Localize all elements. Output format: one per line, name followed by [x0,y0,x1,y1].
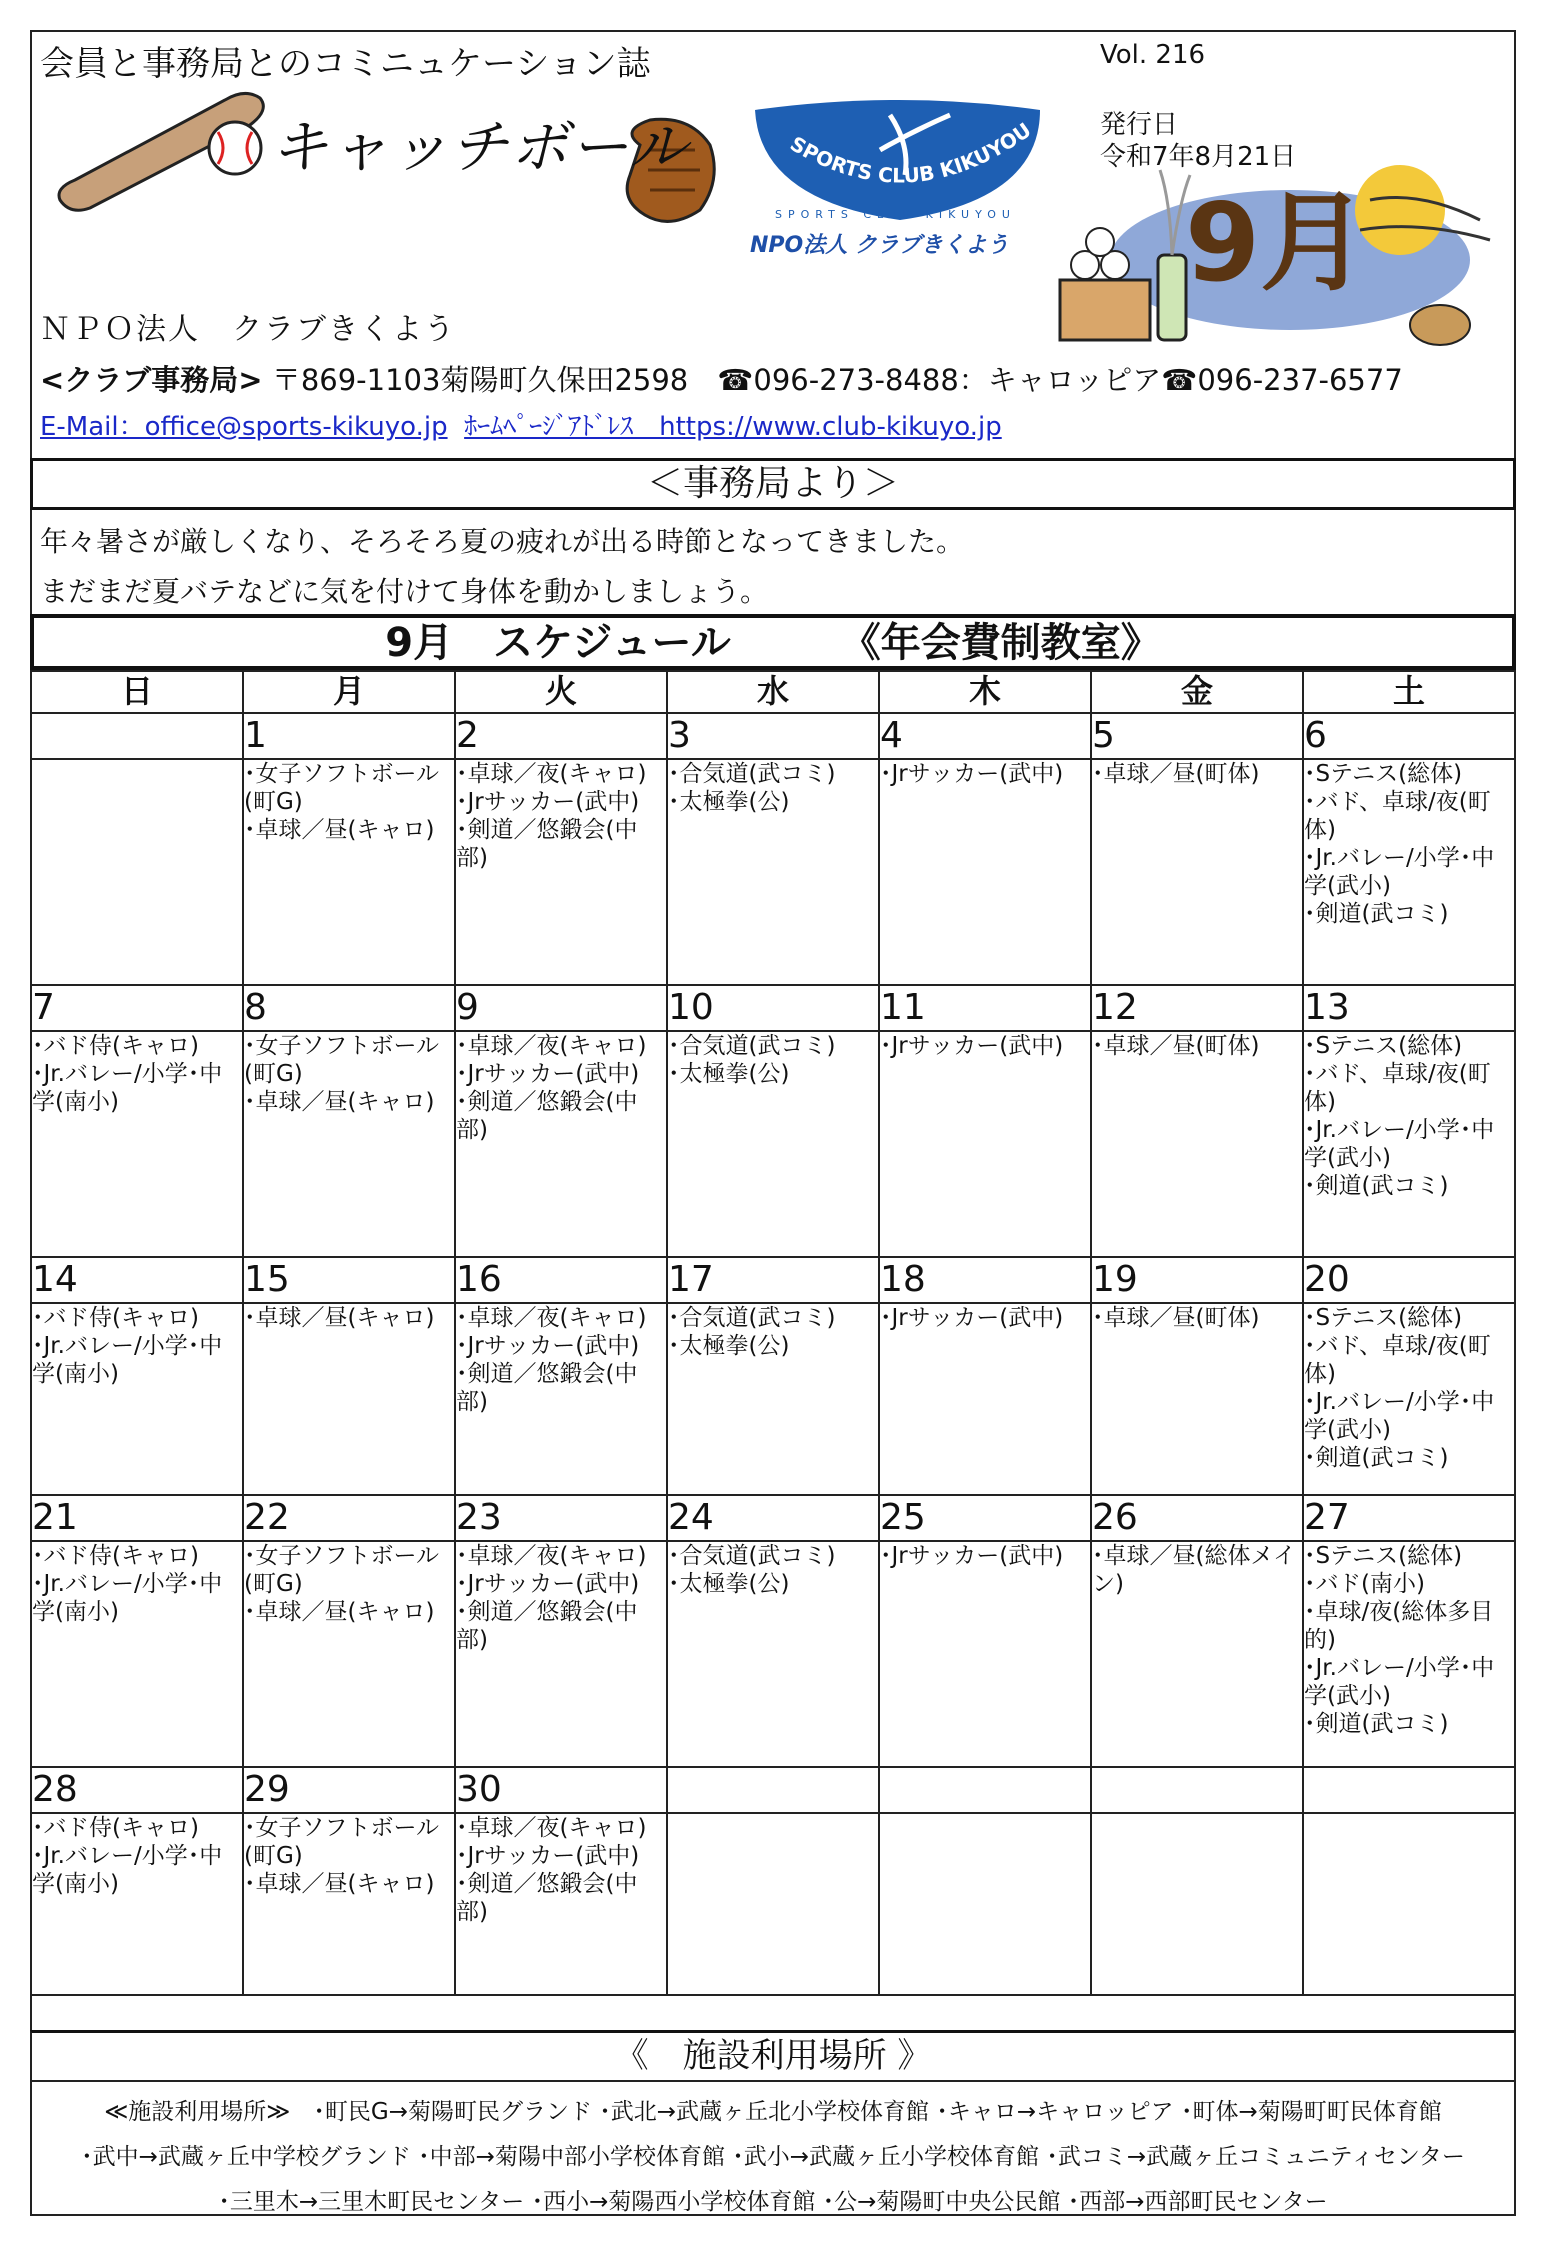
events-cell [667,1813,879,1995]
date-cell: 10 [667,985,879,1031]
events-cell [1091,1813,1303,1995]
date-cell: 21 [31,1495,243,1541]
weekday-thu: 木 [879,671,1091,713]
events-cell: ･女子ソフトボール(町G) ･卓球／昼(キャロ) [243,1031,455,1257]
weekday-sat: 土 [1303,671,1515,713]
date-cell: 1 [243,713,455,759]
email-link[interactable]: E-Mail：office@sports-kikuyo.jp [40,412,448,442]
weekday-fri: 金 [1091,671,1303,713]
office-address-line [40,358,1403,399]
week-3-dates [31,1257,1515,1303]
date-cell: 12 [1091,985,1303,1031]
weekday-tue: 火 [455,671,667,713]
events-cell: ･卓球／夜(キャロ) ･Jrサッカー(武中) ･剣道／悠鍛会(中部) [455,1813,667,1995]
week-2-events [31,1031,1515,1257]
date-cell: 5 [1091,713,1303,759]
events-cell: ･合気道(武コミ) ･太極拳(公) [667,1541,879,1767]
date-cell [1303,1767,1515,1813]
date-cell: 2 [455,713,667,759]
facility-list-line-3: ･三里木→三里木町民センター ･西小→菊陽西小学校体育館 ･公→菊陽町中央公民館 ･西部→西部町民センター [218,2189,1328,2215]
date-cell: 26 [1091,1495,1303,1541]
events-cell: ･Sテニス(総体) ･バド、卓球/夜(町体) ･Jr.バレー/小学･中学(武小) ･剣道(武コミ) [1303,1303,1515,1495]
date-cell: 20 [1303,1257,1515,1303]
events-cell: ･卓球／昼(キャロ) [243,1303,455,1495]
date-cell [879,1767,1091,1813]
events-cell [879,1813,1091,1995]
date-cell: 25 [879,1495,1091,1541]
office-message-1: 年々暑さが厳しくなり、そろそろ夏の疲れが出る時節となってきました。 [40,525,965,558]
week-1-dates [31,713,1515,759]
contact-line [40,406,1002,443]
newsletter-subtitle: 会員と事務局とのコミニュケーション誌 [40,44,651,84]
logo-arc-text: SPORTS CLUB KIKUYOU [786,117,1036,188]
events-cell: ･合気道(武コミ) ･太極拳(公) [667,1031,879,1257]
events-cell: ･Sテニス(総体) ･バド、卓球/夜(町体) ･Jr.バレー/小学･中学(武小) ･剣道(武コミ) [1303,759,1515,985]
events-cell: ･卓球／昼(町体) [1091,1303,1303,1495]
events-cell: ･Jrサッカー(武中) [879,1303,1091,1495]
week-5-dates [31,1767,1515,1813]
weekday-wed: 水 [667,671,879,713]
logo-caption: NPO法人 クラブきくよう [750,233,1009,258]
events-cell: ･Sテニス(総体) ･バド、卓球/夜(町体) ･Jr.バレー/小学･中学(武小) ･剣道(武コミ) [1303,1031,1515,1257]
date-cell: 19 [1091,1257,1303,1303]
date-cell: 23 [455,1495,667,1541]
events-cell: ･合気道(武コミ) ･太極拳(公) [667,759,879,985]
events-cell: ･卓球／夜(キャロ) ･Jrサッカー(武中) ･剣道／悠鍛会(中部) [455,1303,667,1495]
weekday-mon: 月 [243,671,455,713]
events-cell [31,759,243,985]
date-cell [31,713,243,759]
events-cell: ･Jrサッカー(武中) [879,759,1091,985]
events-cell: ･女子ソフトボール(町G) ･卓球／昼(キャロ) [243,1813,455,1995]
events-cell: ･女子ソフトボール(町G) ･卓球／昼(キャロ) [243,1541,455,1767]
facility-list-line-2: ･武中→武蔵ヶ丘中学校グランド ･中部→菊陽中部小学校体育館 ･武小→武蔵ヶ丘小学校体育館 ･武コミ→武蔵ヶ丘コミュニティセンター [81,2144,1465,2170]
date-cell [667,1767,879,1813]
date-cell: 30 [455,1767,667,1813]
week-2-dates [31,985,1515,1031]
issue-date: 令和7年8月21日 [1100,142,1297,172]
date-cell: 13 [1303,985,1515,1031]
date-cell: 15 [243,1257,455,1303]
schedule-calendar [30,670,1516,1996]
date-cell: 17 [667,1257,879,1303]
schedule-subtitle: 《年会費制教室》 [840,620,1161,666]
office-message-2: まだまだ夏バテなどに気を付けて身体を動かしましょう。 [40,575,769,608]
organization-name: ＮＰＯ法人 クラブきくよう [40,312,456,347]
date-cell: 16 [455,1257,667,1303]
week-4-dates [31,1495,1515,1541]
month-label: 9月 [1185,181,1369,306]
date-cell: 24 [667,1495,879,1541]
date-cell: 18 [879,1257,1091,1303]
date-cell: 3 [667,713,879,759]
date-cell: 29 [243,1767,455,1813]
office-label: <クラブ事務局> [40,363,263,397]
date-cell: 4 [879,713,1091,759]
schedule-heading [30,614,1516,670]
events-cell: ･卓球／夜(キャロ) ･Jrサッカー(武中) ･剣道／悠鍛会(中部) [455,1541,667,1767]
events-cell: ･Jrサッカー(武中) [879,1541,1091,1767]
newsletter-title: キャッチボール [270,113,689,181]
week-5-events [31,1813,1515,1995]
date-cell: 22 [243,1495,455,1541]
events-cell: ･女子ソフトボール(町G) ･卓球／昼(キャロ) [243,759,455,985]
events-cell: ･バド侍(キャロ) ･Jr.バレー/小学･中学(南小) [31,1303,243,1495]
date-cell [1091,1767,1303,1813]
date-cell: 7 [31,985,243,1031]
facility-heading: 《 施設利用場所 》 [30,2030,1516,2082]
events-cell: ･バド侍(キャロ) ･Jr.バレー/小学･中学(南小) [31,1813,243,1995]
events-cell: ･卓球／夜(キャロ) ･Jrサッカー(武中) ･剣道／悠鍛会(中部) [455,759,667,985]
office-notice-heading: ＜事務局より＞ [30,458,1516,510]
date-cell: 11 [879,985,1091,1031]
events-cell: ･バド侍(キャロ) ･Jr.バレー/小学･中学(南小) [31,1541,243,1767]
weekday-sun: 日 [31,671,243,713]
facility-list-line-1: ≪施設利用場所≫ ･町民G→菊陽町民グランド ･武北→武蔵ヶ丘北小学校体育館 ･キャロ→キャロッピア ･町体→菊陽町町民体育館 [104,2099,1442,2125]
office-address: 〒869-1103菊陽町久保田2598 ☎096-273-8488：キャロッピア☎096-237-6577 [262,363,1403,397]
events-cell: ･卓球／昼(町体) [1091,759,1303,985]
weekday-header-row [31,671,1515,713]
events-cell: ･合気道(武コミ) ･太極拳(公) [667,1303,879,1495]
date-cell: 28 [31,1767,243,1813]
events-cell: ･卓球／昼(町体) [1091,1031,1303,1257]
date-cell: 27 [1303,1495,1515,1541]
volume-number: Vol. 216 [1100,40,1206,70]
date-cell: 8 [243,985,455,1031]
events-cell: ･卓球／昼(総体メイン) [1091,1541,1303,1767]
events-cell: ･Jrサッカー(武中) [879,1031,1091,1257]
homepage-link[interactable]: ﾎｰﾑﾍﾟｰｼﾞｱﾄﾞﾚｽ https://www.club-kikuyo.jp [464,412,1002,442]
date-cell: 9 [455,985,667,1031]
week-3-events [31,1303,1515,1495]
events-cell: ･Sテニス(総体) ･バド(南小) ･卓球/夜(総体多目的) ･Jr.バレー/小学･中学(武小) ･剣道(武コミ) [1303,1541,1515,1767]
week-1-events [31,759,1515,985]
week-4-events [31,1541,1515,1767]
schedule-title: 9月 スケジュール [385,620,731,666]
issue-date-label: 発行日 [1100,110,1179,140]
date-cell: 14 [31,1257,243,1303]
events-cell: ･バド侍(キャロ) ･Jr.バレー/小学･中学(南小) [31,1031,243,1257]
events-cell: ･卓球／夜(キャロ) ･Jrサッカー(武中) ･剣道／悠鍛会(中部) [455,1031,667,1257]
logo-small-text: SPORTS CLUB KIKUYOU [775,208,1016,221]
events-cell [1303,1813,1515,1995]
date-cell: 6 [1303,713,1515,759]
